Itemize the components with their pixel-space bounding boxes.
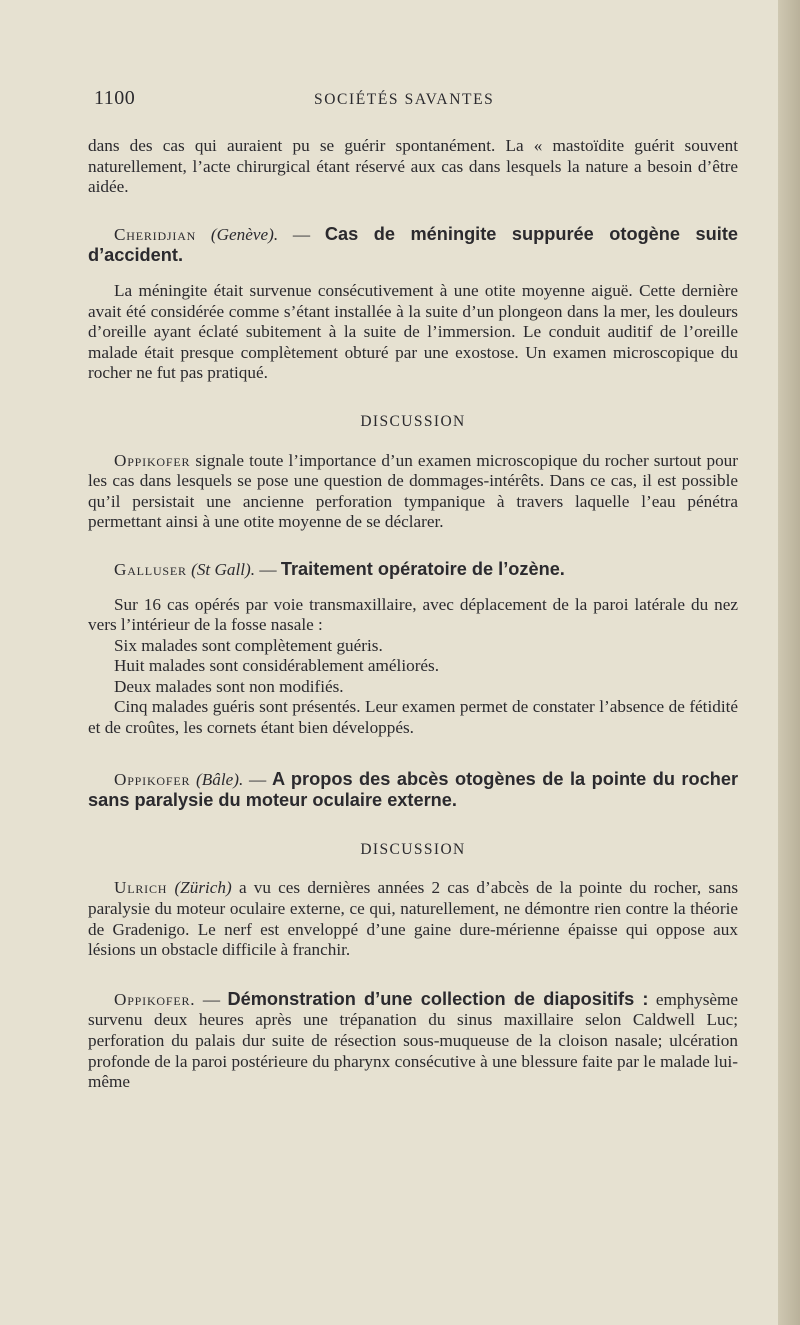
author-name: Oppikofer.	[114, 989, 196, 1009]
entry-paragraph	[88, 989, 738, 1093]
page-header	[88, 88, 738, 112]
author-name: Galluser	[114, 559, 187, 579]
author-name: Oppikofer	[114, 769, 191, 789]
result-line: Huit malades sont considérablement améliorés.	[114, 656, 440, 676]
discussion-paragraph	[88, 451, 738, 533]
entry-cheridjian	[88, 224, 738, 384]
entry-oppikofer-abces	[88, 769, 738, 812]
entry-heading	[88, 769, 738, 812]
entry-closing: Cinq malades guéris sont présentés. Leur examen permet de constater l’absence de fétidité et de croûtes, les cornets étant bien développés.	[88, 697, 738, 738]
discussion-heading: DISCUSSION	[360, 840, 466, 858]
running-head: SOCIÉTÉS SAVANTES	[314, 91, 495, 108]
page-edge-shadow	[778, 0, 800, 1325]
entry-text: emphysème survenu deux heures après une trépanation du sinus maxillaire selon Caldwell Luc; perforation du palais dur suite de résection sous-muqueuse de la cloison nasale; ulcération profonde de la paroi postérieure du pharynx consécutive à une blessure faite par le malade lui-même	[88, 989, 739, 1092]
entry-body: La méningite était survenue consécutivement à une otite moyenne aiguë. Cette dernière avait été considérée comme s’étant installée à la suite d’un plongeon dans la mer, les douleurs d’oreille ayant éclaté subitement à la suite de l’immersion. Le conduit auditif de l’oreille malade était presque complètement obturé par une exostose. Un examen microscopique du rocher ne fut pas pratiqué.	[88, 280, 738, 383]
result-line: Six malades sont complètement guéris.	[114, 635, 383, 655]
author-location: (Zürich)	[174, 878, 232, 898]
page-number: 1100	[94, 87, 136, 109]
continuation-paragraph: dans des cas qui auraient pu se guérir spontanément. La « mastoïdite guérit souvent naturellement, l’acte chirurgical étant réservé aux cas dans lesquels la nature a besoin d’être aidée.	[88, 136, 738, 197]
discussion-text: signale toute l’importance d’un examen microscopique du rocher surtout pour les cas dans lesquels se pose une question de dommages-intérêts. Dans ce cas, il est possible qu’il persistait une ancienne perforation tympanique à travers laquelle l’eau pénétra permettant ainsi à une otite moyenne de se déclarer.	[88, 450, 739, 532]
entry-heading	[88, 224, 738, 267]
discussion-paragraph	[88, 878, 738, 960]
entry-title: Démonstration d’une collection de diapositifs :	[227, 988, 649, 1009]
entry-galluser	[88, 559, 738, 739]
discussion-text: a vu ces dernières années 2 cas d’abcès de la pointe du rocher, sans paralysie du moteur oculaire externe, ce qui, naturellement, ne démontre rien contre la théorie de Gradenigo. Le nerf est enveloppé d’une gaine dure-mérienne épaisse qui oppose aux lésions un obstacle difficile à franchir.	[88, 878, 739, 960]
entry-title: Traitement opératoire de l’ozène.	[280, 558, 565, 579]
entry-heading	[88, 559, 738, 581]
entry-oppikofer-demonstration	[88, 989, 738, 1093]
author-location: (St Gall).	[191, 559, 256, 579]
dash: —	[249, 769, 267, 789]
entry-title: Cas de méningite suppurée otogène suite d’accident.	[88, 223, 738, 266]
text-block	[88, 88, 738, 1093]
entry-body	[88, 595, 738, 739]
dash: —	[259, 559, 277, 579]
entry-intro: Sur 16 cas opérés par voie transmaxillaire, avec déplacement de la paroi latérale du nez vers l’intérieur de la fosse nasale :	[88, 594, 738, 635]
author-location: (Genève).	[210, 224, 279, 244]
author-location: (Bâle).	[196, 769, 244, 789]
discussion-heading: DISCUSSION	[360, 412, 466, 430]
entry-title: A propos des abcès otogènes de la pointe du rocher sans paralysie du moteur oculaire externe.	[88, 768, 739, 811]
author-name: Oppikofer	[114, 450, 191, 470]
result-line: Deux malades sont non modifiés.	[114, 676, 344, 696]
author-name: Ulrich	[114, 878, 168, 898]
dash: —	[202, 989, 221, 1009]
author-name: Cheridjian	[114, 224, 197, 244]
dash: —	[292, 224, 311, 244]
